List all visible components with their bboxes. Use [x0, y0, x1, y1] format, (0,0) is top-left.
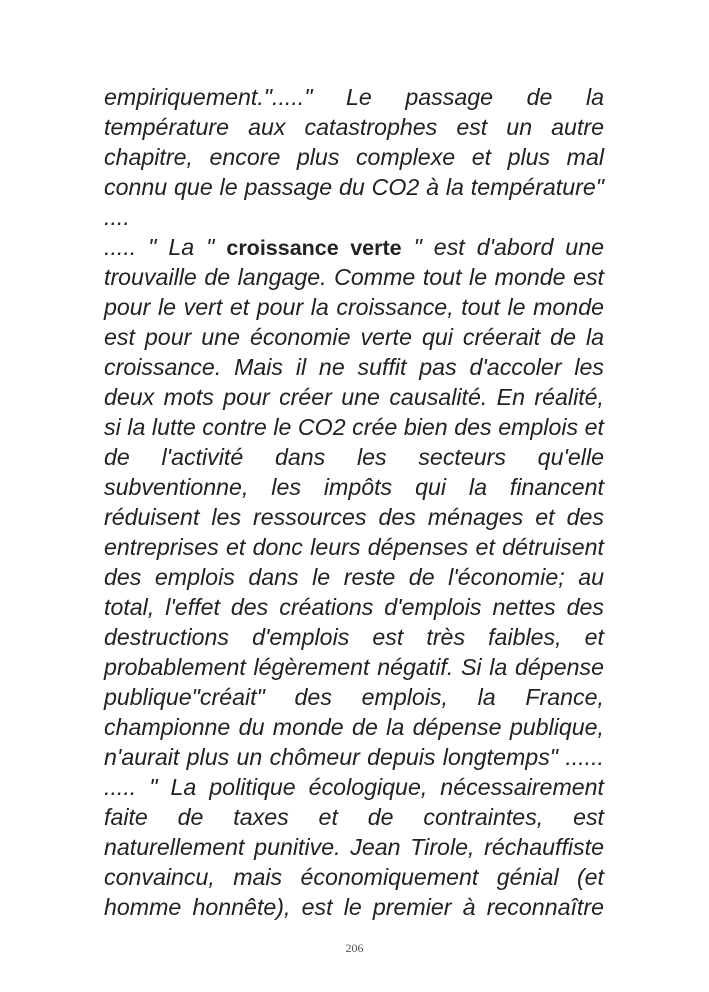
- text-line: n'aurait plus un chômeur depuis longtemps" ......: [104, 744, 604, 770]
- text-line: total, l'effet des créations d'emplois nettes des: [104, 594, 604, 620]
- text-line: probablement légèrement négatif. Si la dépense: [104, 654, 604, 680]
- bold-term: croissance verte: [226, 236, 402, 260]
- text-line: des emplois dans le reste de l'économie; au: [104, 564, 604, 590]
- text-line: pour le vert et pour la croissance, tout le monde: [104, 294, 604, 320]
- text-line-segment: ..... " La ": [104, 234, 227, 260]
- text-line: subventionne, les impôts qui la financent: [104, 474, 604, 500]
- text-line: faite de taxes et de contraintes, est: [104, 804, 604, 830]
- text-line: homme honnête), est le premier à reconnaître: [104, 894, 604, 920]
- text-line: naturellement punitive. Jean Tirole, réchauffiste: [104, 834, 604, 860]
- text-line: chapitre, encore plus complexe et plus mal: [104, 144, 604, 170]
- text-line: [104, 232, 604, 262]
- body-text: [104, 82, 604, 922]
- text-line: entreprises et donc leurs dépenses et détruisent: [104, 534, 604, 560]
- page-number: 206: [345, 941, 364, 955]
- text-line: deux mots pour créer une causalité. En réalité,: [104, 384, 604, 410]
- text-line: championne du monde de la dépense publique,: [104, 714, 604, 740]
- text-line: trouvaille de langage. Comme tout le monde est: [104, 264, 604, 290]
- text-line: si la lutte contre le CO2 crée bien des emplois et: [104, 414, 604, 440]
- text-line: température aux catastrophes est un autre: [104, 114, 604, 140]
- text-line: réduisent les ressources des ménages et des: [104, 504, 604, 530]
- text-line: publique"créait" des emplois, la France,: [104, 684, 604, 710]
- text-line: est pour une économie verte qui créerait de la: [104, 324, 604, 350]
- text-line: ....: [104, 204, 130, 230]
- text-line: ..... " La politique écologique, nécessairement: [104, 774, 604, 800]
- text-line: connu que le passage du CO2 à la température": [104, 174, 604, 200]
- text-line-segment: " est d'abord une: [401, 234, 604, 260]
- text-line: de l'activité dans les secteurs qu'elle: [104, 444, 604, 470]
- text-line: convaincu, mais économiquement génial (et: [104, 864, 604, 890]
- text-line: destructions d'emplois est très faibles, et: [104, 624, 604, 650]
- text-line: empiriquement."....." Le passage de la: [104, 84, 604, 110]
- text-line: croissance. Mais il ne suffit pas d'accoler les: [104, 354, 604, 380]
